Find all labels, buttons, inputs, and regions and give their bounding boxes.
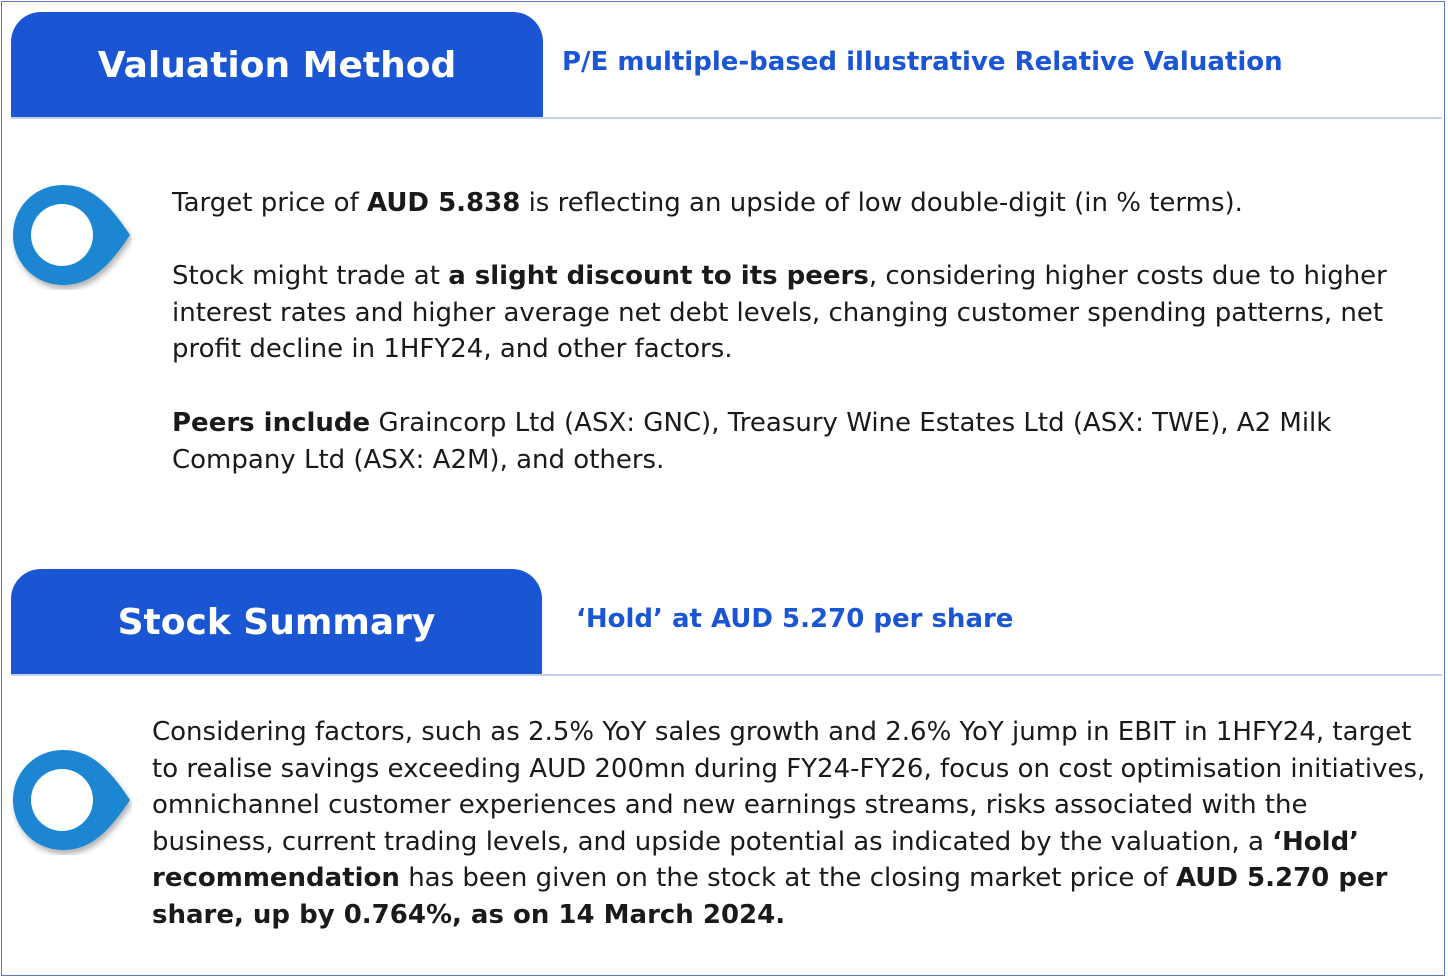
target-price-text: Target price of AUD 5.838 is reflecting an upside of low double-digit (in % terms). (172, 188, 1243, 218)
location-pin-icon (8, 180, 132, 290)
valuation-subtitle: P/E multiple-based illustrative Relative Valuation (562, 47, 1283, 77)
section-divider (11, 674, 1442, 676)
peer-discount-text: Stock might trade at a slight discount to its peers, considering higher costs due to higher interest rates and higher average net debt levels, changing customer spending patterns, net profit decline in 1HFY24, and other factors. (172, 261, 1387, 365)
hold-recommendation-text: Considering factors, such as 2.5% YoY sales growth and 2.6% YoY jump in EBIT in 1HFY24, target to realise savings exceeding AUD 200mn during FY24-FY26, focus on cost optimisation initiatives, omnichannel customer experiences and new earnings streams, risks associated with the business, current trading levels, and upside potential as indicated by the valuation, a ‘Hold’ recommendation has been given on the stock at the closing market price of AUD 5.270 per share, up by 0.764%, as on 14 March 2024. (152, 717, 1426, 930)
valuation-method-tab (11, 12, 543, 118)
valuation-method-title: Valuation Method (97, 44, 457, 86)
location-pin-icon (8, 745, 132, 855)
stock-summary-tab (11, 569, 542, 675)
section-divider (11, 117, 1442, 119)
peers-text: Peers include Graincorp Ltd (ASX: GNC), Treasury Wine Estates Ltd (ASX: TWE), A2 Milk Company Ltd (ASX: A2M), and others. (172, 408, 1332, 475)
stock-summary-title: Stock Summary (117, 601, 436, 643)
stock-summary-subtitle: ‘Hold’ at AUD 5.270 per share (576, 604, 1014, 634)
